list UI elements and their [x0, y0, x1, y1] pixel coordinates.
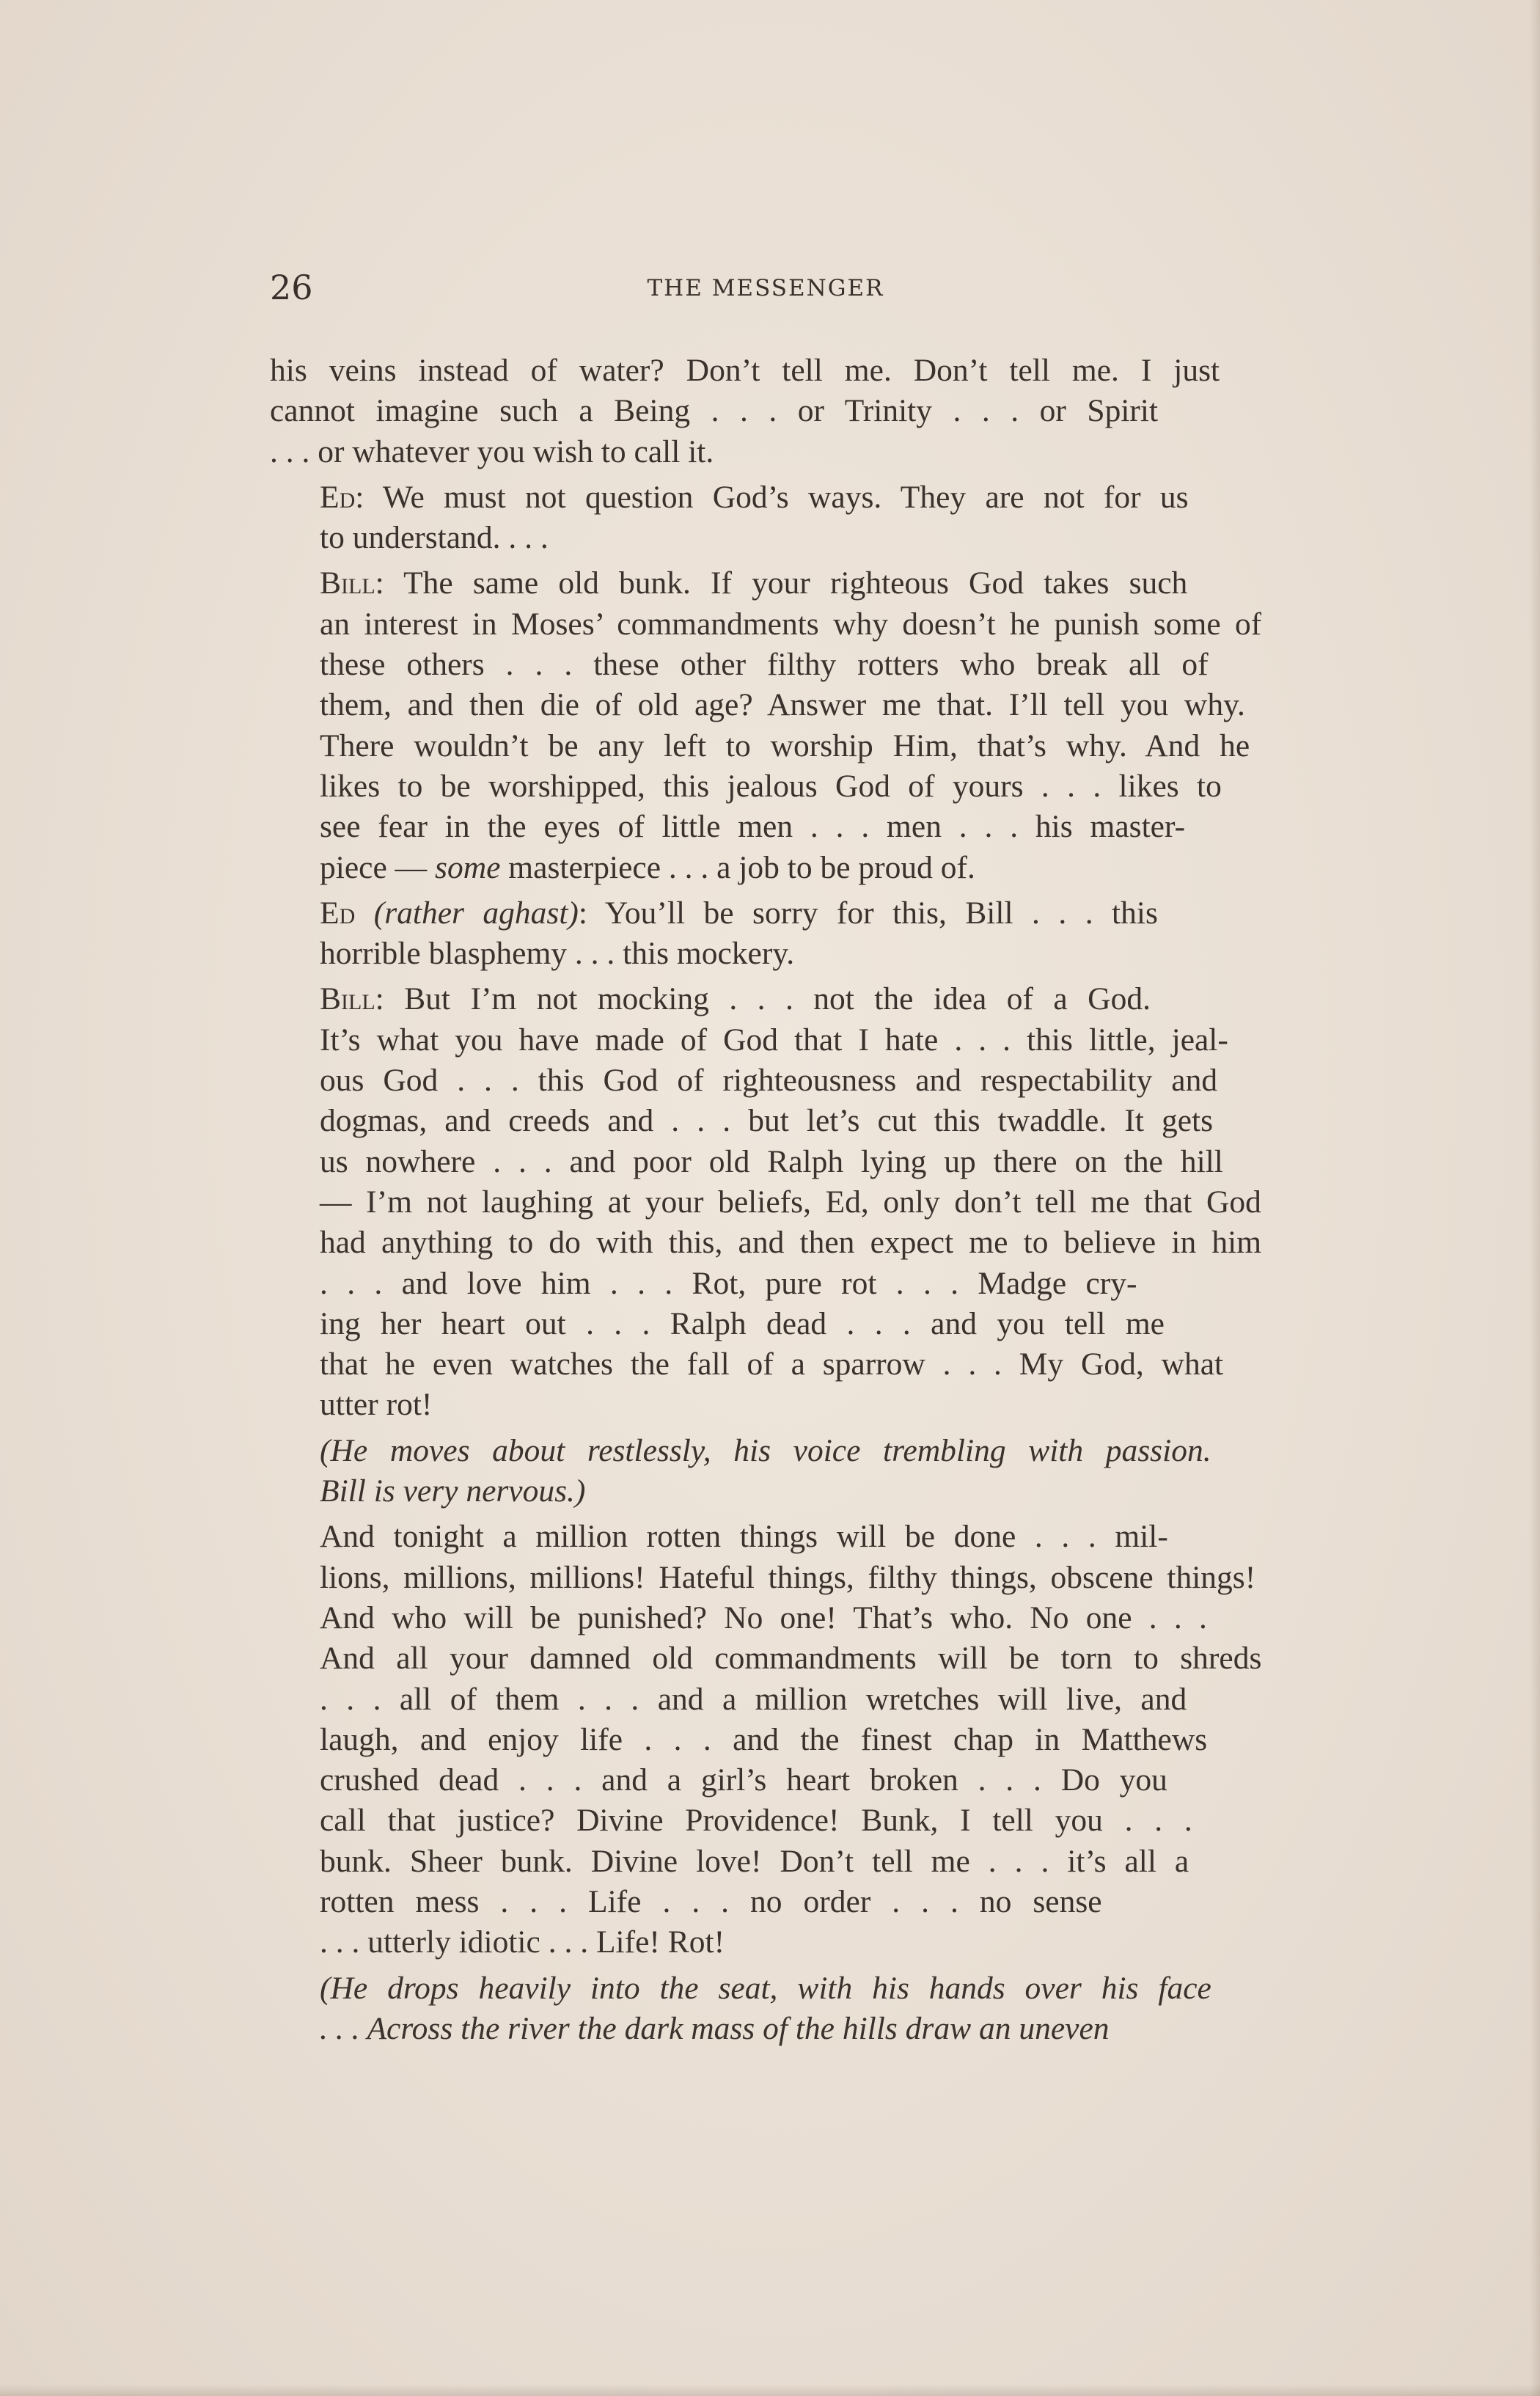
text-line: ing her heart out . . . Ralph dead . . . and you tell me: [320, 1305, 1165, 1341]
speaker-name: Ed: [320, 895, 356, 931]
paragraph-ed: [270, 477, 1261, 559]
text-line: them, and then die of old age? Answer me that. I’ll tell you why.: [320, 687, 1245, 723]
paragraph: [270, 1517, 1261, 1963]
speaker-name: Ed: [320, 479, 356, 515]
speaker-name: Bill: [320, 981, 375, 1017]
text-line: Bill is very nervous.): [320, 1473, 586, 1509]
paragraph-bill: [270, 563, 1261, 887]
page-edge-shadow: [1530, 0, 1540, 2396]
text-line: And who will be punished? No one! That’s who. No one . . .: [320, 1600, 1207, 1635]
text-line: that he even watches the fall of a sparrow . . . My God, what: [320, 1347, 1224, 1382]
text-line: (He moves about restlessly, his voice trembling with passion.: [320, 1432, 1211, 1468]
text-line: cannot imagine such a Being . . . or Trinity . . . or Spirit: [270, 393, 1159, 429]
text-line: — I’m not laughing at your beliefs, Ed, only don’t tell me that God: [320, 1184, 1261, 1220]
text-line: these others . . . these other filthy rotters who break all of: [320, 647, 1209, 683]
stage-direction-paragraph: [270, 1968, 1261, 2050]
text-line: . . . all of them . . . and a million wretches will live, and: [320, 1681, 1187, 1717]
text-line: It’s what you have made of God that I hate . . . this little, jeal-: [320, 1022, 1228, 1058]
text-line: lions, millions, millions! Hateful things, filthy things, obscene things!: [320, 1559, 1256, 1595]
body-text: [270, 351, 1261, 2049]
text-line: [270, 848, 1261, 888]
text-fragment: : We must not question God’s ways. They are not for us: [355, 479, 1189, 515]
page-bottom-shadow: [0, 2384, 1540, 2396]
text-line: (He drops heavily into the seat, with his hands over his face: [320, 1970, 1211, 2006]
text-line: likes to be worshipped, this jealous God of yours . . . likes to: [320, 768, 1222, 804]
text-fragment: masterpiece . . . a job to be proud of.: [500, 849, 975, 885]
paragraph-ed: [270, 893, 1261, 975]
text-line: [270, 563, 1261, 604]
text-line: [270, 979, 1261, 1019]
text-line: [270, 893, 1261, 934]
text-line: rotten mess . . . Life . . . no order . . . no sense: [320, 1883, 1102, 1919]
text-line: an interest in Moses’ commandments why doesn’t he punish some of: [320, 606, 1261, 642]
text-line: bunk. Sheer bunk. Divine love! Don’t tell me . . . it’s all a: [320, 1843, 1189, 1879]
text-fragment: : The same old bunk. If your righteous God takes such: [375, 565, 1188, 601]
text-fragment: piece —: [320, 849, 436, 885]
speaker-name: Bill: [320, 565, 375, 601]
text-line: ous God . . . this God of righteousness and respectability and: [320, 1063, 1218, 1099]
text-line: call that justice? Divine Providence! Bunk, I tell you . . .: [320, 1803, 1192, 1839]
text-line: And all your damned old commandments will be torn to shreds: [320, 1641, 1261, 1677]
running-head: THE MESSENGER: [647, 275, 884, 301]
text-line: There wouldn’t be any left to worship Him, that’s why. And he: [320, 728, 1250, 763]
text-line: . . . utterly idiotic . . . Life! Rot!: [320, 1924, 725, 1960]
text-line: to understand. . . .: [320, 520, 549, 556]
text-line: dogmas, and creeds and . . . but let’s cut this twaddle. It gets: [320, 1103, 1214, 1139]
text-line: see fear in the eyes of little men . . . men . . . his master-: [320, 809, 1186, 845]
emphasis: some: [435, 849, 501, 885]
text-line: horrible blasphemy . . . this mockery.: [320, 936, 795, 972]
text-line: crushed dead . . . and a girl’s heart broken . . . Do you: [320, 1762, 1167, 1798]
text-line: And tonight a million rotten things will be done . . . mil-: [320, 1519, 1168, 1555]
text-line: had anything to do with this, and then expect me to believe in him: [320, 1225, 1261, 1261]
text-line: us nowhere . . . and poor old Ralph lying up there on the hill: [320, 1143, 1223, 1179]
text-line: laugh, and enjoy life . . . and the finest chap in Matthews: [320, 1721, 1208, 1757]
page-header: [270, 265, 1261, 309]
text-line: . . . or whatever you wish to call it.: [270, 433, 714, 469]
paragraph-bill: [270, 979, 1261, 1425]
text-line: . . . and love him . . . Rot, pure rot . . . Madge cry-: [320, 1265, 1137, 1301]
page-number: 26: [270, 268, 313, 307]
text-line: utter rot!: [320, 1387, 433, 1423]
stage-direction: (rather aghast): [373, 895, 579, 931]
text-fragment: : But I’m not mocking . . . not the idea of a God.: [375, 981, 1151, 1017]
text-line: his veins instead of water? Don’t tell me. Don’t tell me. I just: [270, 353, 1220, 388]
paragraph: [270, 351, 1261, 472]
stage-direction-paragraph: [270, 1431, 1261, 1512]
text-line: [270, 477, 1261, 518]
text-line: . . . Across the river the dark mass of the hills draw an uneven: [320, 2010, 1110, 2046]
text-fragment: : You’ll be sorry for this, Bill . . . this: [578, 895, 1158, 931]
